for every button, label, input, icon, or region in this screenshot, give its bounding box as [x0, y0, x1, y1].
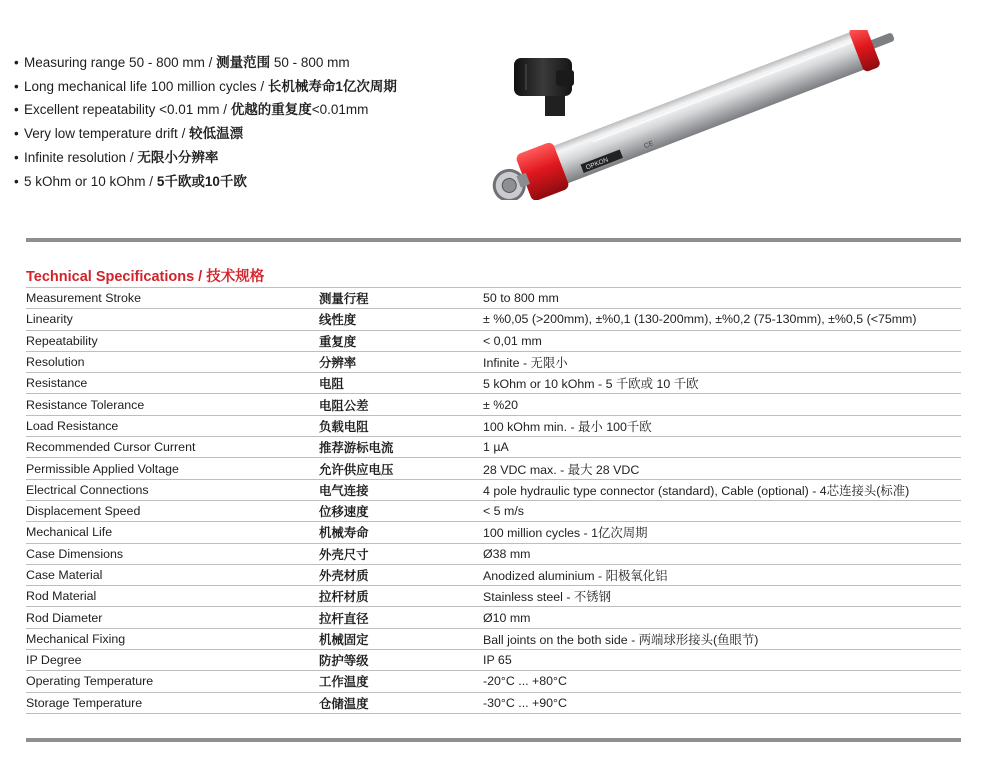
spec-label-cn: 推荐游标电流 — [319, 437, 483, 458]
spec-value: 5 kOhm or 10 kOhm - 5 千欧或 10 千欧 — [483, 373, 961, 394]
spec-value: Ø38 mm — [483, 543, 961, 564]
feature-separator: / — [145, 173, 157, 189]
spec-label-en: Storage Temperature — [26, 692, 319, 713]
spec-label-cn: 分辨率 — [319, 351, 483, 372]
spec-label-cn: 工作温度 — [319, 671, 483, 692]
spec-value: Ø10 mm — [483, 607, 961, 628]
feature-text-cn: 测量范围 — [216, 55, 271, 70]
spec-row — [26, 671, 961, 692]
spec-label-en: Displacement Speed — [26, 500, 319, 521]
feature-text-en: Very low temperature drift — [24, 126, 178, 142]
spec-value: Stainless steel - 不锈钢 — [483, 586, 961, 607]
spec-label-cn: 机械寿命 — [319, 522, 483, 543]
spec-label-cn: 位移速度 — [319, 500, 483, 521]
spec-value: 100 kOhm min. - 最小 100千欧 — [483, 415, 961, 436]
spec-label-cn: 负载电阻 — [319, 415, 483, 436]
spec-row — [26, 479, 961, 500]
spec-value: 50 to 800 mm — [483, 288, 961, 309]
spec-label-en: Case Material — [26, 564, 319, 585]
spec-value: 4 pole hydraulic type connector (standard), Cable (optional) - 4芯连接头(标准) — [483, 479, 961, 500]
spec-value: -20°C ... +80°C — [483, 671, 961, 692]
spec-value: IP 65 — [483, 650, 961, 671]
spec-label-cn: 电阻公差 — [319, 394, 483, 415]
spec-label-en: Recommended Cursor Current — [26, 437, 319, 458]
section-divider-top — [26, 238, 961, 242]
spec-row — [26, 522, 961, 543]
spec-label-cn: 仓储温度 — [319, 692, 483, 713]
spec-row — [26, 394, 961, 415]
feature-bullet: • — [14, 78, 19, 94]
spec-row — [26, 628, 961, 649]
feature-bullet: • — [14, 102, 19, 118]
svg-text:OPKON: OPKON — [584, 156, 610, 172]
feature-item — [14, 75, 397, 99]
feature-bullet: • — [14, 126, 19, 142]
spec-row — [26, 543, 961, 564]
spec-row — [26, 586, 961, 607]
spec-row — [26, 288, 961, 309]
feature-item — [14, 98, 397, 122]
spec-row — [26, 564, 961, 585]
feature-text-cn: 5千欧或10千欧 — [156, 173, 247, 189]
feature-text-cn: 长机械寿命1亿次周期 — [267, 78, 397, 94]
spec-label-cn: 电阻 — [319, 373, 483, 394]
spec-label-en: Resistance — [26, 373, 319, 394]
spec-row — [26, 650, 961, 671]
feature-item — [14, 122, 397, 146]
feature-text-en: Infinite resolution — [24, 149, 127, 165]
feature-separator: / — [256, 78, 268, 94]
spec-value: < 5 m/s — [483, 500, 961, 521]
feature-bullet: • — [14, 55, 19, 70]
connector — [514, 58, 574, 116]
spec-value: 100 million cycles - 1亿次周期 — [483, 522, 961, 543]
spec-value: Anodized aluminium - 阳极氧化铝 — [483, 564, 961, 585]
spec-section-title: Technical Specifications / 技术规格 — [26, 269, 265, 285]
spec-label-en: Case Dimensions — [26, 543, 319, 564]
spec-label-cn: 拉杆材质 — [319, 586, 483, 607]
feature-item — [14, 146, 397, 170]
spec-value: 28 VDC max. - 最大 28 VDC — [483, 458, 961, 479]
feature-text-en: Measuring range 50 - 800 mm — [24, 55, 205, 70]
feature-bullet: • — [14, 173, 19, 189]
feature-text-tail: 50 - 800 mm — [270, 55, 350, 70]
spec-label-cn: 拉杆直径 — [319, 607, 483, 628]
feature-item — [14, 51, 397, 75]
feature-text-en: Excellent repeatability <0.01 mm — [24, 102, 220, 118]
spec-label-en: Operating Temperature — [26, 671, 319, 692]
spec-label-en: Electrical Connections — [26, 479, 319, 500]
spec-label-cn: 测量行程 — [319, 288, 483, 309]
spec-label-en: Measurement Stroke — [26, 288, 319, 309]
spec-label-cn: 电气连接 — [319, 479, 483, 500]
spec-label-en: Rod Material — [26, 586, 319, 607]
feature-item — [14, 170, 397, 194]
feature-text-en: Long mechanical life 100 million cycles — [24, 78, 257, 94]
spec-value: Infinite - 无限小 — [483, 351, 961, 372]
spec-value: Ball joints on the both side - 两端球形接头(鱼眼节) — [483, 628, 961, 649]
feature-text-tail: <0.01mm — [311, 102, 369, 118]
spec-label-en: Resistance Tolerance — [26, 394, 319, 415]
spec-label-cn: 机械固定 — [319, 628, 483, 649]
feature-list — [14, 51, 397, 193]
spec-label-en: Rod Diameter — [26, 607, 319, 628]
spec-value: 1 µA — [483, 437, 961, 458]
spec-label-cn: 线性度 — [319, 309, 483, 330]
feature-text-en: 5 kOhm or 10 kOhm — [24, 173, 146, 189]
spec-label-en: Permissible Applied Voltage — [26, 458, 319, 479]
spec-value: ± %20 — [483, 394, 961, 415]
spec-row — [26, 330, 961, 351]
linear-potentiometer-image — [450, 30, 930, 200]
feature-separator: / — [204, 55, 217, 70]
spec-row — [26, 692, 961, 713]
feature-bullet: • — [14, 149, 19, 165]
spec-row — [26, 309, 961, 330]
spec-label-en: Resolution — [26, 351, 319, 372]
spec-row — [26, 415, 961, 436]
spec-row — [26, 351, 961, 372]
spec-label-cn: 外壳尺寸 — [319, 543, 483, 564]
spec-label-en: Linearity — [26, 309, 319, 330]
spec-label-cn: 防护等级 — [319, 650, 483, 671]
feature-text-cn: 无限小分辨率 — [137, 149, 219, 165]
spec-label-en: Mechanical Fixing — [26, 628, 319, 649]
spec-row — [26, 607, 961, 628]
spec-label-en: IP Degree — [26, 650, 319, 671]
spec-table — [26, 287, 961, 714]
spec-row — [26, 458, 961, 479]
spec-row — [26, 437, 961, 458]
feature-separator: / — [219, 102, 231, 118]
svg-text:CE: CE — [643, 140, 655, 151]
spec-label-cn: 重复度 — [319, 330, 483, 351]
section-divider-bottom — [26, 738, 961, 742]
spec-label-cn: 允许供应电压 — [319, 458, 483, 479]
feature-separator: / — [177, 126, 190, 142]
spec-value: -30°C ... +90°C — [483, 692, 961, 713]
spec-row — [26, 373, 961, 394]
spec-label-cn: 外壳材质 — [319, 564, 483, 585]
feature-text-cn: 较低温漂 — [189, 126, 244, 142]
spec-value: ± %0,05 (>200mm), ±%0,1 (130-200mm), ±%0,2 (75-130mm), ±%0,5 (<75mm) — [483, 309, 961, 330]
feature-text-cn: 优越的重复度 — [230, 102, 312, 118]
feature-separator: / — [126, 149, 138, 165]
spec-row — [26, 500, 961, 521]
spec-label-en: Mechanical Life — [26, 522, 319, 543]
spec-label-en: Load Resistance — [26, 415, 319, 436]
spec-value: < 0,01 mm — [483, 330, 961, 351]
spec-label-en: Repeatability — [26, 330, 319, 351]
